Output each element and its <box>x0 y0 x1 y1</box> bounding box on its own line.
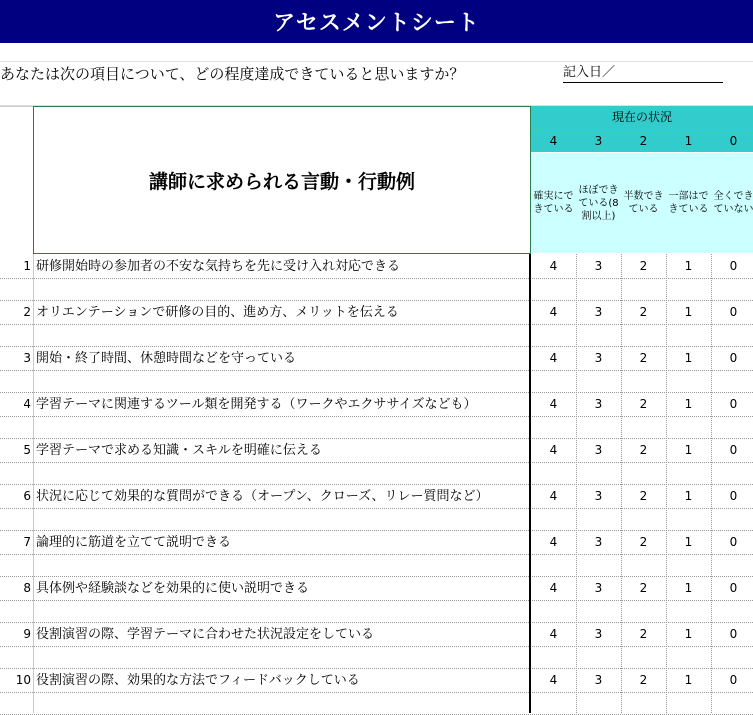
score-cell[interactable]: 1 <box>684 627 693 641</box>
item-text: オリエンテーションで研修の目的、進め方、メリットを伝える <box>36 305 399 320</box>
score-cell[interactable]: 3 <box>594 305 603 319</box>
score-cell[interactable]: 2 <box>639 443 648 457</box>
score-description <box>711 153 753 253</box>
item-number: 1 <box>23 259 31 273</box>
score-cell[interactable]: 4 <box>549 627 558 641</box>
score-description-text: 全くできていない <box>713 191 753 215</box>
score-cell[interactable]: 1 <box>684 351 693 365</box>
item-number: 6 <box>23 489 31 503</box>
item-number: 4 <box>23 397 31 411</box>
table-row <box>0 347 753 393</box>
score-cell[interactable]: 4 <box>549 489 558 503</box>
score-description <box>576 153 622 253</box>
item-text: 学習テーマで求める知識・スキルを明確に伝える <box>36 443 322 458</box>
score-cell[interactable]: 2 <box>639 351 648 365</box>
column-divider <box>576 254 577 713</box>
item-text: 役割演習の際、学習テーマに合わせた状況設定をしている <box>36 627 375 642</box>
item-text: 具体例や経験談などを効果的に使い説明できる <box>36 581 310 596</box>
score-cell[interactable]: 3 <box>594 581 603 595</box>
score-cell[interactable]: 1 <box>684 397 693 411</box>
score-header-3: 3 <box>576 130 622 152</box>
number-column-header <box>0 106 34 255</box>
score-description <box>621 153 667 253</box>
row-divider <box>0 324 753 325</box>
score-description-text: ほぼできている(8割以上) <box>578 184 619 222</box>
row-divider <box>0 462 753 463</box>
score-cell[interactable]: 4 <box>549 443 558 457</box>
item-number: 5 <box>23 443 31 457</box>
score-cell[interactable]: 3 <box>594 535 603 549</box>
score-cell[interactable]: 4 <box>549 351 558 365</box>
item-text: 役割演習の際、効果的な方法でフィードバックしている <box>36 673 360 688</box>
score-header-1: 1 <box>666 130 712 152</box>
score-cell[interactable]: 0 <box>729 443 738 457</box>
score-cell[interactable]: 1 <box>684 443 693 457</box>
item-number: 3 <box>23 351 31 365</box>
status-title: 現在の状況 <box>531 106 753 130</box>
score-cell[interactable]: 2 <box>639 673 648 687</box>
score-cell[interactable]: 4 <box>549 397 558 411</box>
score-cell[interactable]: 1 <box>684 673 693 687</box>
score-cell[interactable]: 0 <box>729 397 738 411</box>
item-text: 研修開始時の参加者の不安な気持ちを先に受け入れ対応できる <box>36 259 401 274</box>
score-description <box>531 153 577 253</box>
item-text: 状況に応じて効果的な質問ができる（オープン、クローズ、リレー質問など） <box>36 489 489 504</box>
score-cell[interactable]: 3 <box>594 673 603 687</box>
score-cell[interactable]: 2 <box>639 397 648 411</box>
score-cell[interactable]: 3 <box>594 351 603 365</box>
table-row <box>0 393 753 439</box>
item-text: 開始・終了時間、休憩時間などを守っている <box>36 351 297 366</box>
table-row <box>0 301 753 347</box>
table-row <box>0 669 753 715</box>
score-cell[interactable]: 3 <box>594 489 603 503</box>
score-cell[interactable]: 4 <box>549 259 558 273</box>
table-row <box>0 439 753 485</box>
sheet-title: アセスメントシート <box>0 0 753 43</box>
score-cell[interactable]: 3 <box>594 443 603 457</box>
row-divider <box>0 692 753 693</box>
score-cell[interactable]: 3 <box>594 397 603 411</box>
row-divider <box>0 508 753 509</box>
table-row <box>0 255 753 301</box>
status-header <box>531 106 753 254</box>
score-cell[interactable]: 4 <box>549 535 558 549</box>
column-divider <box>711 254 712 713</box>
score-cell[interactable]: 1 <box>684 489 693 503</box>
score-cell[interactable]: 1 <box>684 535 693 549</box>
score-cell[interactable]: 3 <box>594 627 603 641</box>
blank-row <box>0 88 753 106</box>
item-number: 7 <box>23 535 31 549</box>
score-cell[interactable]: 0 <box>729 673 738 687</box>
column-divider <box>33 254 34 713</box>
table-row <box>0 485 753 531</box>
score-cell[interactable]: 0 <box>729 627 738 641</box>
score-header-2: 2 <box>621 130 667 152</box>
score-cell[interactable]: 2 <box>639 627 648 641</box>
row-divider <box>0 646 753 647</box>
score-cell[interactable]: 2 <box>639 489 648 503</box>
score-description-text: 確実にできている <box>533 191 574 215</box>
score-cell[interactable]: 2 <box>639 259 648 273</box>
table-row <box>0 623 753 669</box>
score-cell[interactable]: 0 <box>729 535 738 549</box>
score-cell[interactable]: 0 <box>729 489 738 503</box>
score-cell[interactable]: 2 <box>639 581 648 595</box>
score-cell[interactable]: 2 <box>639 305 648 319</box>
table-row <box>0 531 753 577</box>
score-cell[interactable]: 4 <box>549 673 558 687</box>
question-text: あなたは次の項目について、どの程度達成できていると思いますか？ <box>0 65 465 83</box>
blank-row <box>0 43 753 62</box>
score-header-4: 4 <box>531 130 577 152</box>
row-divider <box>0 370 753 371</box>
score-cell[interactable]: 0 <box>729 259 738 273</box>
row-divider <box>0 600 753 601</box>
score-header-0: 0 <box>711 130 753 152</box>
table-divider-thick <box>529 254 531 713</box>
score-cell[interactable]: 2 <box>639 535 648 549</box>
score-cell[interactable]: 0 <box>729 581 738 595</box>
score-cell[interactable]: 4 <box>549 581 558 595</box>
score-description-text: 半数できている <box>623 191 664 215</box>
item-number: 10 <box>15 673 31 687</box>
behavior-column-header: 講師に求められる言動・行動例 <box>33 106 531 254</box>
date-field[interactable]: 記入日／ <box>563 64 723 83</box>
row-divider <box>0 554 753 555</box>
score-description <box>666 153 712 253</box>
score-cell[interactable]: 1 <box>684 581 693 595</box>
item-number: 2 <box>23 305 31 319</box>
table-row <box>0 577 753 623</box>
column-divider <box>621 254 622 713</box>
row-divider <box>0 278 753 279</box>
score-cell[interactable]: 1 <box>684 259 693 273</box>
score-cell[interactable]: 0 <box>729 351 738 365</box>
item-text: 学習テーマに関連するツール類を開発する（ワークやエクササイズなども） <box>36 397 477 412</box>
score-cell[interactable]: 0 <box>729 305 738 319</box>
item-number: 9 <box>23 627 31 641</box>
item-number: 8 <box>23 581 31 595</box>
row-divider <box>0 416 753 417</box>
score-cell[interactable]: 1 <box>684 305 693 319</box>
item-text: 論理的に筋道を立てて説明できる <box>36 535 232 550</box>
score-description-text: 一部はできている <box>668 191 709 215</box>
column-divider <box>666 254 667 713</box>
score-cell[interactable]: 3 <box>594 259 603 273</box>
score-cell[interactable]: 4 <box>549 305 558 319</box>
